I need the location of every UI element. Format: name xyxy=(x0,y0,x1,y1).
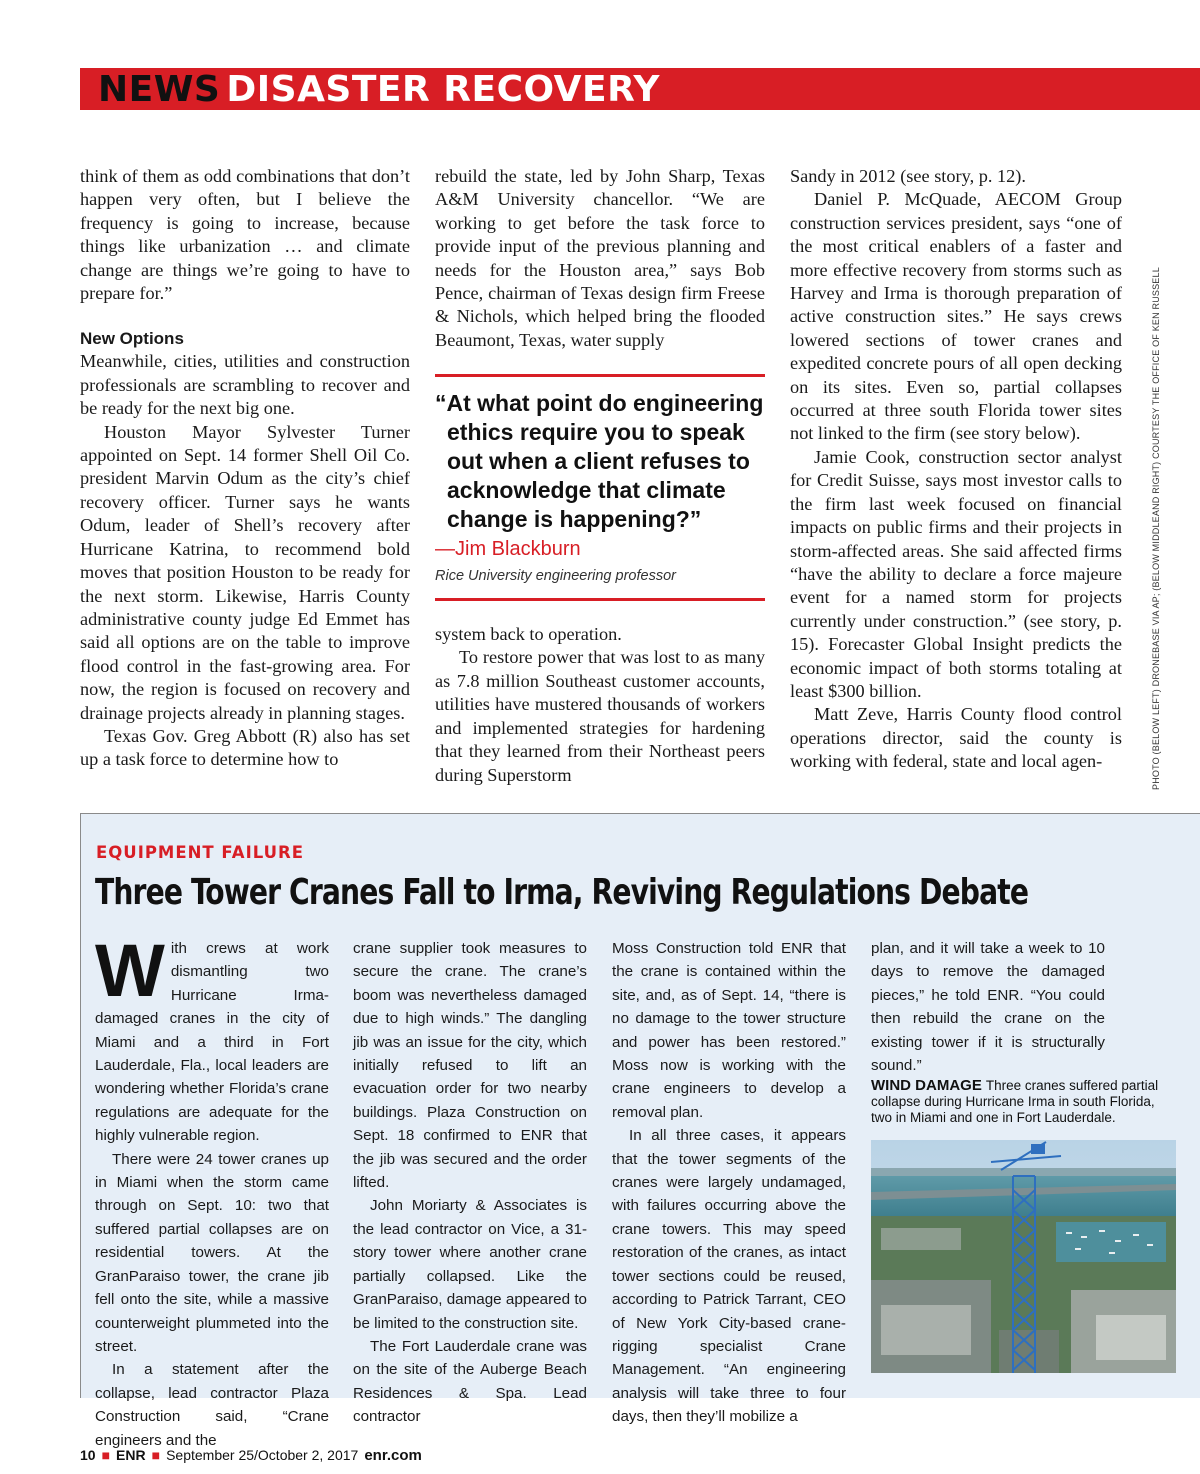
footer-brand: ENR xyxy=(116,1447,146,1463)
section-title: DISASTER RECOVERY xyxy=(226,69,660,110)
paragraph: plan, and it will take a week to 10 days to remove the damaged pieces,” he told ENR. “You could then rebuild the crane on the existing tower if it is structurally sound.” xyxy=(871,940,1105,1075)
paragraph: rebuild the state, led by John Sharp, Texas A&M University chancellor. “We are working to get before the task force to provide input of the previous planning and needs for the Houston area,” says Bob Pence, chairman of Texas design firm Freese & Nichols, which helped bring the flooded Beaumont, Texas, water supply xyxy=(435,166,765,350)
crane-photo xyxy=(871,1140,1176,1373)
paragraph: Matt Zeve, Harris County flood control operations director, said the county is working with federal, state and local agen- xyxy=(790,704,1122,772)
paragraph: system back to operation. xyxy=(435,624,622,645)
photo-credit: PHOTO (BELOW LEFT) DRONEBASE VIA AP; (BELOW MIDDLEAND RIGHT) COURTESY THE OFFICE OF KEN RUSSELL xyxy=(1151,267,1161,790)
photo-caption xyxy=(871,1078,1176,1126)
issue-date: September 25/October 2, 2017 xyxy=(166,1447,359,1463)
pull-quote-author-title: Rice University engineering professor xyxy=(435,567,676,584)
section-header xyxy=(98,70,660,110)
article-column-1 xyxy=(80,165,410,772)
paragraph: There were 24 tower cranes up in Miami when the storm came through on Sept. 10: two that suffered partial collapses are on residential towers. At the GranParaiso tower, the crane jib fell onto the site, while a massive counterweight plummeted into the street. xyxy=(95,1150,329,1355)
sidebar-column-2 xyxy=(353,937,587,1429)
paragraph-text: ith crews at work dismantling two Hurricane Irma-damaged cranes in the city of Miami and a third in Fort Lauderdale, Fla., local leaders are wondering whether Florida’s crane regulations are adequate for the highly vulnerable region. xyxy=(95,940,329,1145)
paragraph: Sandy in 2012 (see story, p. 12). xyxy=(790,166,1026,186)
drop-cap: W xyxy=(95,929,165,1012)
paragraph xyxy=(95,929,329,1148)
paragraph: Meanwhile, cities, utilities and construction professionals are scrambling to recover and be ready for the next big one. xyxy=(80,351,410,419)
sidebar-kicker: EQUIPMENT FAILURE xyxy=(96,843,305,862)
paragraph: crane supplier took measures to secure the crane. The crane’s boom was nevertheless damaged due to high winds.” The dangling jib was an issue for the city, which initially refused to lift an evacuation order for two nearby buildings. Plaza Construction on Sept. 18 confirmed to ENR that the jib was secured and the order lifted. xyxy=(353,940,587,1192)
caption-text: Three cranes suffered partial collapse during Hurricane Irma in south Florida, two in Miami and one in Fort Lauderdale. xyxy=(871,1078,1159,1125)
paragraph: In all three cases, it appears that the tower segments of the cranes were largely undamaged, with failures occurring above the crane towers. This may speed restoration of the cranes, as intact tower sections could be reused, according to Patrick Tarrant, CEO of New York City-based crane-rigging specialist Crane Management. “An engineering analysis will take three to four days, then they’ll mobilize a xyxy=(612,1127,846,1426)
sidebar-column-4 xyxy=(871,937,1105,1077)
separator-square-icon: ■ xyxy=(101,1447,111,1463)
pull-quote xyxy=(435,374,765,601)
paragraph: The Fort Lauderdale crane was on the site of the Auberge Beach Residences & Spa. Lead contractor xyxy=(353,1337,587,1426)
paragraph: think of them as odd combinations that don’t happen very often, but I believe the frequency is going to increase, because things like urbanization … and climate change are things we’re going to have to prepare for.” xyxy=(80,166,410,304)
footer-site: enr.com xyxy=(364,1447,422,1464)
sidebar-column-1 xyxy=(95,929,329,1452)
subhead: New Options xyxy=(80,329,184,349)
page-number: 10 xyxy=(80,1447,96,1463)
paragraph: To restore power that was lost to as many as 7.8 million Southeast customer accounts, utilities have mustered thousands of workers and implemented strategies for hardening that they learned from their Northeast peers during Superstorm xyxy=(435,647,765,785)
sidebar-headline: Three Tower Cranes Fall to Irma, Reviving Regulations Debate xyxy=(95,872,1029,913)
caption-label: WIND DAMAGE xyxy=(871,1077,982,1094)
sidebar-column-3 xyxy=(612,937,846,1429)
page-footer xyxy=(80,1447,422,1464)
paragraph: Houston Mayor Sylvester Turner appointed on Sept. 14 former Shell Oil Co. president Marvin Odum as the city’s chief recovery officer. Turner says he wants Odum, leader of Shell’s recovery after Hurricane Katrina, to recommend bold moves that position Houston to be ready for the next storm. Likewise, Harris County administrative county judge Ed Emmet has said all options are on the table to improve flood control in the fast-growing area. For now, the region is focused on recovery and drainage projects already in planning stages. xyxy=(80,421,410,723)
article-column-3 xyxy=(790,165,1122,774)
paragraph: Moss Construction told ENR that the crane is contained within the site, and, as of Sept. 14, “there is no damage to the tower structure and power has been restored.” Moss now is working with the crane engineers to develop a removal plan. xyxy=(612,940,846,1121)
paragraph: Jamie Cook, construction sector analyst for Credit Suisse, says most investor calls to the firm last week focused on financial impacts on public firms and their projects in storm-affected areas. She said affected firms “have the ability to declare a force majeure event for a named storm for projects currently under construction.” (see story, p. 15). Forecaster Global Insight predicts the economic impact of both storms totaling at least $300 billion. xyxy=(790,446,1122,701)
paragraph: Daniel P. McQuade, AECOM Group construction services president, says “one of the most critical enablers of a faster and more effective recovery from storms such as Harvey and Irma is thorough preparation of active construction sites.” He says crews lowered sections of tower cranes and expedited concrete pours of all open decking on its sites. Even so, partial collapses occurred at three south Florida tower sites not linked to the firm (see story below). xyxy=(790,189,1122,444)
article-column-2 xyxy=(435,165,765,787)
paragraph: John Moriarty & Associates is the lead contractor on Vice, a 31-story tower where another crane partially collapsed. Like the GranParaiso, damage appeared to be limited to the construction site. xyxy=(353,1197,587,1332)
separator-square-icon: ■ xyxy=(151,1447,161,1463)
paragraph: Texas Gov. Greg Abbott (R) also has set up a task force to determine how to xyxy=(80,725,410,770)
pull-quote-text: “At what point do engineering ethics require you to speak out when a client refuses to acknowledge that climate change is happening?” xyxy=(435,390,764,533)
news-label: NEWS xyxy=(98,69,221,110)
pull-quote-author: —Jim Blackburn xyxy=(435,538,581,561)
paragraph: In a statement after the collapse, lead contractor Plaza Construction said, “Crane engineers and the xyxy=(95,1361,329,1449)
